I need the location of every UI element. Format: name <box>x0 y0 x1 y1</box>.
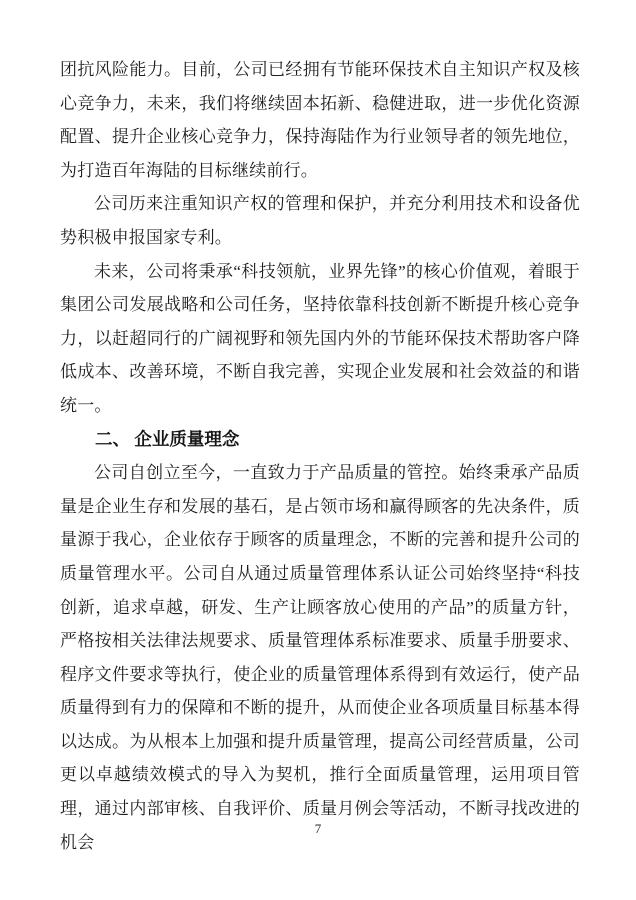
section-heading-quality-philosophy: 二、 企业质量理念 <box>95 428 240 449</box>
page-number: 7 <box>314 821 322 836</box>
page-footer <box>0 820 636 838</box>
paragraph-continuation: 团抗风险能力。目前，公司已经拥有节能环保技术自主知识产权及核心竞争力，未来，我们将继续固本拓新、稳健进取，进一步优化资源配置、提升企业核心竞争力，保持海陆作为行业领导者的领先地位，为打造百年海陆的目标继续前行。 <box>60 60 580 180</box>
paragraph-ip-management: 公司历来注重知识产权的管理和保护，并充分利用技术和设备优势积极申报国家专利。 <box>60 194 580 247</box>
paragraph-core-values: 未来，公司将秉承“科技领航，业界先锋”的核心价值观，着眼于集团公司发展战略和公司任务，坚持依靠科技创新不断提升核心竞争力，以赶超同行的广阔视野和领先国内外的节能环保技术帮助客户降低成本、改善环境，不断自我完善，实现企业发展和社会效益的和谐统一。 <box>60 261 580 415</box>
document-body <box>60 53 580 859</box>
paragraph-quality-management: 公司自创立至今，一直致力于产品质量的管控。始终秉承产品质量是企业生存和发展的基石，是占领市场和赢得顾客的先决条件，质量源于我心，企业依存于顾客的质量理念，不断的完善和提升公司的质量管理水平。公司自从通过质量管理体系认证公司始终坚持“科技创新，追求卓越，研发、生产让顾客放心使用的产品”的质量方针，严格按相关法律法规要求、质量管理体系标准要求、质量手册要求、程序文件要求等执行，使企业的质量管理体系得到有效运行，使产品质量得到有力的保障和不断的提升，从而使企业各项质量目标基本得以达成。为从根本上加强和提升质量管理，提高公司经营质量，公司更以卓越绩效模式的导入为契机，推行全面质量管理，运用项目管理，通过内部审核、自我评价、质量月例会等活动，不断寻找改进的机会 <box>60 463 580 852</box>
